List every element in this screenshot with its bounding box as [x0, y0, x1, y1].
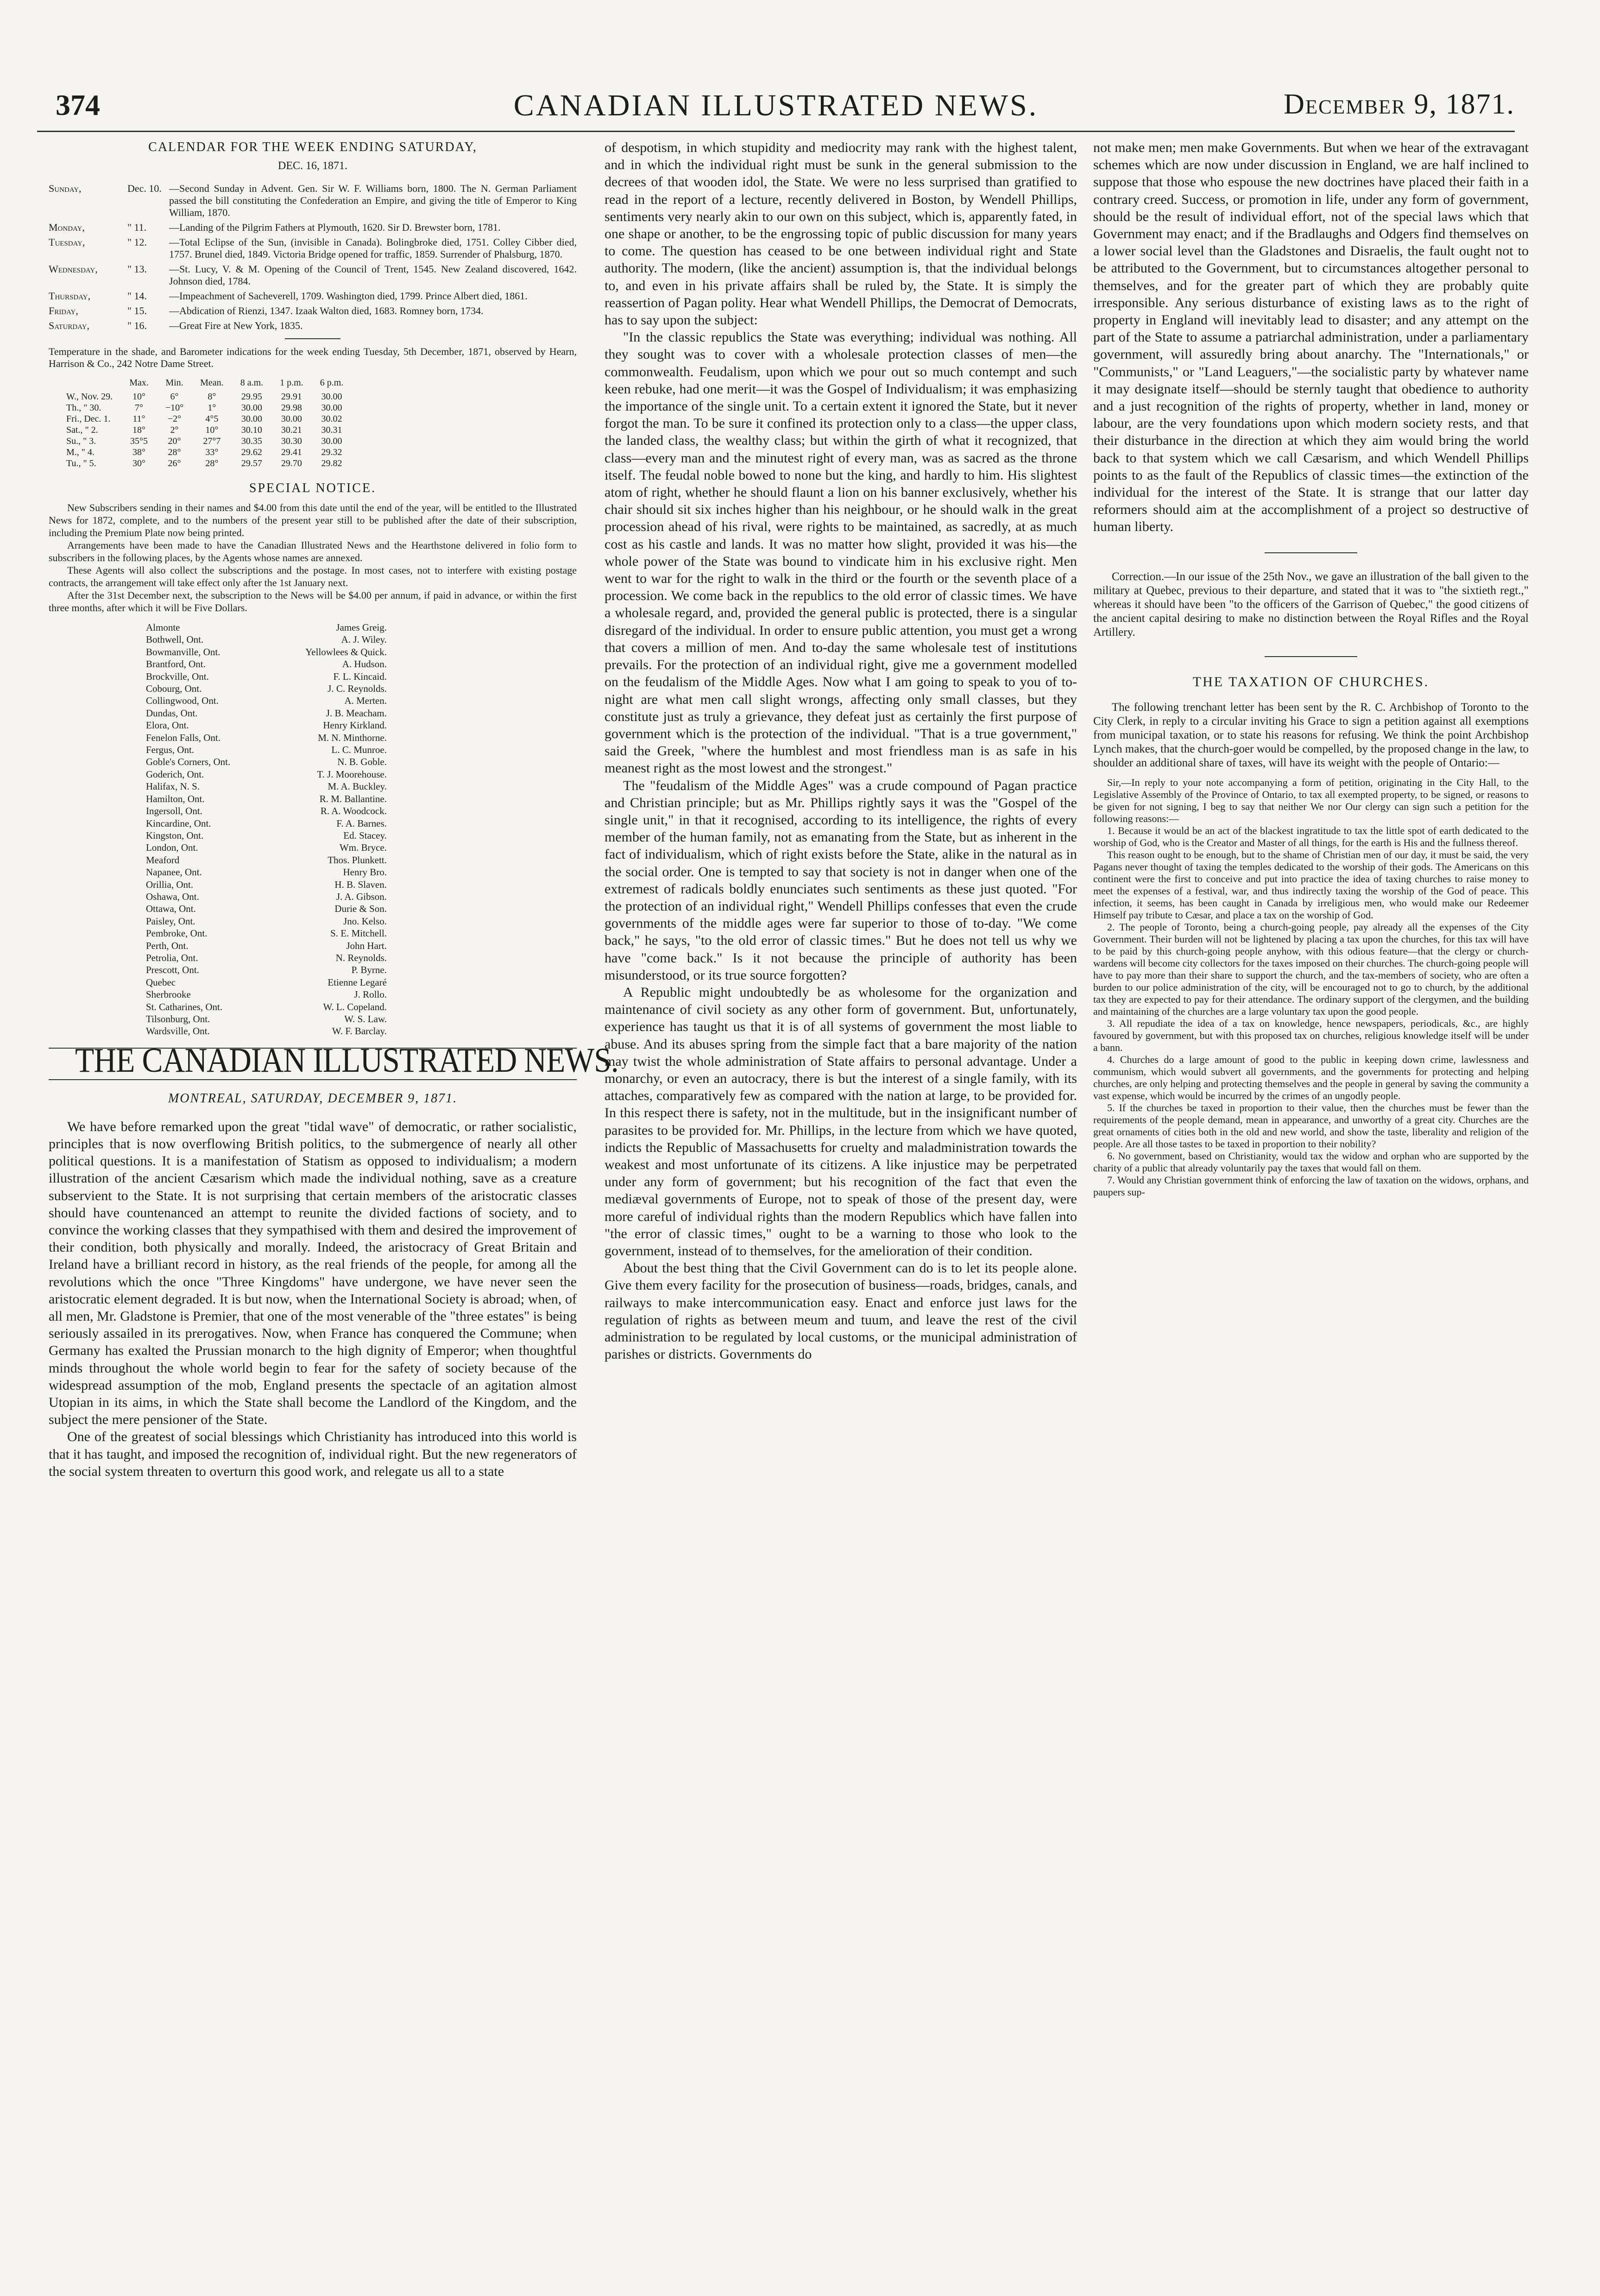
temperature-cell: 38°	[132, 447, 146, 457]
agent-name: H. B. Slaven.	[334, 879, 387, 890]
agent-name: M. N. Minthorne.	[318, 732, 387, 743]
calendar-title: CALENDAR FOR THE WEEK ENDING SATURDAY,	[148, 140, 477, 154]
temperature-cell: 4°5	[205, 414, 219, 424]
agent-town: Ingersoll, Ont.	[146, 805, 202, 817]
temperature-cell: 29.82	[321, 458, 342, 468]
calendar-date: Dec. 10.	[127, 183, 162, 194]
calendar-date: " 16.	[127, 320, 147, 331]
phillips-quote: "In the classic republics the State was everything; individual was nothing. All they sought was to cover with a wholesale protection classes of men—the commonwealth. Feudalism, upon which we pour out so much contempt and such keen rebuke, had one merit—it was the Gospel of Individualism; it was emphasizing the importance of the single unit. To a certain extent it ignored the State, but it never forgot the man. To be sure it confined its protection only to a class—the upper class, the landed class, the wealthy class; but within the girth of what it recognized, that class—every man and the minutest right of every man, was as sacred as the throne itself. The feudal noble bowed to none but the king, and hardly to him. His slightest atom of right, whether he should flaunt a lion on his banner exclusively, whether his chair should sit six inches higher than his neighbour, or he should walk in the great procession ahead of his rival, were rights to be maintained, as sacredly, at as much cost as his castle and lands. It was no matter how slight, provided it was his—the whole power of the State was bound to vindicate him in his exclusive right. Men went to war for the right to walk in the third or the fourth or the seventh place of a procession. We come back in the republics to the old error of classic times. We have a wholesale regard, and, provided the general public is protected, there is a singular disregard of the individual. In order to ensure public attention, you must get a wrong that covers a million of men. And to-day the same wholesale test of institutions prevails. For the protection of an individual right, give me a government modelled on the feudalism of the Middle Ages. Now what I am going to speak to you of to-night are what men call slight wrongs, affecting only small classes, but they constitute just as truly a grievance, they defeat just as certainly the first purpose of government which is the protection of the individual. "That is a true government," said the Greek, "where the humblest and most friendless man is as safe in his meanest right as the most lowest and the strongest."	[605, 329, 1077, 776]
temperature-header-cell: Max.	[129, 378, 149, 388]
temperature-cell: W., Nov. 29.	[66, 392, 113, 402]
temperature-cell: Sat., " 2.	[66, 425, 98, 435]
agent-name: W. L. Copeland.	[323, 1001, 387, 1012]
agent-row	[146, 988, 387, 1000]
agent-name: L. C. Munroe.	[331, 744, 387, 756]
temperature-cell: 20°	[168, 436, 181, 446]
calendar-day: Thursday,	[49, 290, 91, 302]
newspaper-title: CANADIAN ILLUSTRATED NEWS.	[513, 89, 1039, 122]
agent-row	[146, 780, 387, 792]
agent-row	[146, 793, 387, 805]
agent-row	[146, 695, 387, 707]
calendar-row	[49, 221, 577, 234]
editorial-paragraph: One of the greatest of social blessings which Christianity has introduced into this world is that it has taught, and imposed the recognition of, individual right. But the new regenerators of the social system threaten to overturn this good work, and relegate us all to a state	[49, 1429, 577, 1479]
notice-paragraph: These Agents will also collect the subscriptions and the postage. In most cases, not to interfere with existing postage contracts, the arrangement will take effect only after the 1st January next.	[49, 564, 577, 588]
temperature-cell: 29.91	[281, 392, 302, 402]
agent-town: Kincardine, Ont.	[146, 817, 211, 829]
agent-name: N. Reynolds.	[335, 952, 387, 963]
temperature-cell: 18°	[132, 425, 146, 435]
agent-row	[146, 1013, 387, 1025]
temperature-cell: 29.57	[241, 458, 262, 468]
letter-paragraph: 4. Churches do a large amount of good to the public in keeping down crime, lawlessness and communism, which would subvert all governments, and the governments for protecting and helping churches, are only helping and protecting themselves and the people in general by saving the community a vast expense, which would be incurred by the crimes of an ungodly people.	[1093, 1053, 1529, 1101]
agent-row	[146, 670, 387, 683]
agent-town: Ottawa, Ont.	[146, 903, 196, 915]
calendar-row	[49, 236, 577, 260]
agent-row	[146, 719, 387, 731]
agent-row	[146, 903, 387, 915]
agent-name: Yellowlees & Quick.	[305, 646, 387, 658]
agent-town: Collingwood, Ont.	[146, 695, 219, 707]
temperature-cell: 26°	[168, 458, 181, 468]
editorial-part-1	[49, 1118, 577, 1480]
agent-name: T. J. Moorehouse.	[317, 768, 387, 780]
agent-town: Sherbrooke	[146, 989, 191, 1000]
calendar-row	[49, 263, 577, 287]
masthead-title: THE CANADIAN ILLUSTRATED NEWS.	[75, 1041, 618, 1080]
agent-name: R. M. Ballantine.	[319, 793, 387, 804]
temperature-cell: 30.35	[241, 436, 262, 446]
temperature-row	[58, 436, 352, 447]
temperature-cell: 29.98	[281, 403, 302, 413]
agent-name: W. F. Barclay.	[332, 1025, 387, 1037]
agent-town: Paisley, Ont.	[146, 915, 195, 927]
letter-paragraph: 3. All repudiate the idea of a tax on knowledge, hence newspapers, periodicals, &c., are highly favoured by government, but with this proposed tax on churches, religious knowledge itself will be under a bann.	[1093, 1017, 1529, 1053]
agent-name: James Greig.	[336, 622, 387, 633]
agent-name: F. L. Kincaid.	[333, 670, 387, 682]
agents-list	[146, 621, 387, 1037]
agent-name: N. B. Goble.	[337, 756, 387, 768]
temperature-row	[58, 391, 352, 402]
calendar-event: —Abdication of Rienzi, 1347. Izaak Walton died, 1683. Romney born, 1734.	[169, 305, 484, 316]
temperature-cell: 30.30	[281, 436, 302, 446]
agent-name: J. B. Meacham.	[326, 707, 387, 719]
calendar-event: —Impeachment of Sacheverell, 1709. Washington died, 1799. Prince Albert died, 1861.	[169, 290, 528, 302]
special-notice-heading: SPECIAL NOTICE.	[249, 481, 377, 495]
agent-name: F. A. Barnes.	[336, 817, 387, 829]
temperature-cell: 29.32	[321, 447, 342, 457]
divider	[1265, 552, 1357, 553]
agent-row	[146, 927, 387, 939]
agent-town: Hamilton, Ont.	[146, 793, 205, 804]
agent-name: John Hart.	[346, 940, 387, 951]
agent-town: Kingston, Ont.	[146, 829, 204, 841]
agent-row	[146, 633, 387, 645]
temperature-cell: −10°	[165, 403, 184, 413]
agent-town: Elora, Ont.	[146, 720, 189, 731]
dateline: MONTREAL, SATURDAY, DECEMBER 9, 1871.	[168, 1091, 458, 1106]
temperature-cell: 10°	[132, 392, 146, 402]
temperature-cell: 30.10	[241, 425, 262, 435]
temperature-header-cell: Min.	[165, 378, 183, 388]
calendar-day: Friday,	[49, 305, 78, 316]
calendar-day: Wednesday,	[49, 263, 98, 275]
agent-name: W. S. Law.	[344, 1013, 387, 1025]
temperature-cell: 29.95	[241, 392, 262, 402]
agent-name: S. E. Mitchell.	[330, 928, 387, 939]
temperature-cell: 30.21	[281, 425, 302, 435]
temperature-row	[58, 458, 352, 469]
temperature-header-cell: 6 p.m.	[320, 378, 344, 388]
temperature-cell: 30.00	[321, 403, 342, 413]
agent-row	[146, 891, 387, 903]
agent-name: Henry Bro.	[343, 867, 387, 878]
agent-row	[146, 964, 387, 976]
temperature-cell: 30.31	[321, 425, 342, 435]
agent-name: Durie & Son.	[334, 903, 387, 915]
agent-row	[146, 805, 387, 817]
editorial-paragraph: of despotism, in which stupidity and mediocrity may rank with the highest talent, and in which the individual right must be sunk in the general submission to the decrees of that wooden idol, the State. We were no less surprised than gratified to read in the report of a lecture, recently delivered in Boston, by Wendell Phillips, sentiments very nearly akin to our own on this subject, which is, apparently fated, in one shape or another, to be the engrossing topic of public discussion for many years to come. The question has ceased to be one between individual right and State authority. The modern, (like the ancient) assumption is, that the individual belongs to, and even in his private affairs shall be ruled by, the State. It is simply the reassertion of Pagan polity. Hear what Wendell Phillips, the Democrat of Democrats, has to say upon the subject:	[605, 140, 1077, 328]
notice-paragraph: New Subscribers sending in their names and $4.00 from this date until the end of the year, will be entitled to the Illustrated News for 1872, complete, and to the numbers of the present year still to be published after the date of their subscription, including the Premium Plate now being printed.	[49, 502, 577, 538]
agent-name: R. A. Woodcock.	[320, 805, 387, 817]
agent-row	[146, 866, 387, 878]
agent-town: Petrolia, Ont.	[146, 952, 198, 963]
agent-name: J. C. Reynolds.	[328, 683, 387, 695]
calendar-day: Sunday,	[49, 183, 82, 194]
divider	[285, 338, 340, 339]
temperature-cell: 2°	[170, 425, 179, 435]
agent-town: Dundas, Ont.	[146, 707, 198, 719]
calendar-row	[49, 290, 577, 302]
taxation-heading: THE TAXATION OF CHURCHES.	[1192, 674, 1430, 689]
agent-row	[146, 756, 387, 768]
archbishop-letter	[1093, 777, 1529, 1198]
temperature-cell: 30.00	[281, 414, 302, 424]
temperature-cell: 10°	[205, 425, 219, 435]
page-header	[37, 88, 1515, 130]
temperature-header-cell: Mean.	[200, 378, 224, 388]
agent-row	[146, 1001, 387, 1013]
agent-town: Fenelon Falls, Ont.	[146, 732, 220, 743]
temperature-cell: 33°	[205, 447, 219, 457]
calendar-row	[49, 305, 577, 317]
agent-row	[146, 915, 387, 927]
temperature-cell: 11°	[132, 414, 145, 424]
calendar-row	[49, 320, 577, 332]
agent-town: Quebec	[146, 976, 176, 988]
temperature-cell: M., " 4.	[66, 447, 94, 457]
temperature-header-row	[58, 374, 352, 391]
letter-paragraph: 6. No government, based on Christianity, would tax the widow and orphan who are supported by the charity of a public that already voluntarily pay the taxes that would fall on them.	[1093, 1150, 1529, 1174]
calendar-event: —Second Sunday in Advent. Gen. Sir W. F. Williams born, 1800. The N. German Parliament passed the bill constituting the Confederation an Empire, and giving the title of Emperor to King William, 1870.	[169, 183, 577, 218]
letter-paragraph: This reason ought to be enough, but to the shame of Christian men of our day, it must be said, the very Pagans never thought of taxing the temples dedicated to the worship of their gods. The Americans on this continent were the first to conceive and put into practice the idea of taxing churches to raise money to meet the expenses of a festival, war, and thus indirectly taxing the worship of the God of peace. This infection, it seems, has been caught in Canada by irreligious men, who would make our Redeemer Himself pay tribute to Cæsar, and place a tax on the worship of God.	[1093, 848, 1529, 921]
editorial-paragraph: A Republic might undoubtedly be as wholesome for the organization and maintenance of civil society as any other form of government. But, unfortunately, experience has taught us that it is of all systems of government the most liable to abuse. And its abuses spring from the simple fact that a bare majority of the nation may twist the whole administration of State affairs to personal advantage. Under a monarchy, or even an autocracy, there is but the interest of a single family, with its attaches, comparatively few as compared with the nation at large, to be provided for. In this respect there is safety, not in the multitude, but in the insignificant number of parasites to be provided for. Mr. Phillips, in the lecture from which we have quoted, indicts the Republic of Massachusetts for cruelty and maladministration towards the weakest and most unfortunate of its citizens. A like injustice may be perpetrated under any form of government; but his recognition of the fact that even the mediæval governments of Europe, not to speak of those of the present day, were more careful of individual rights than the modern Republics which have fallen into "the error of classic times," ought to be a warning to those who look to the government, instead of to themselves, for the amelioration of their condition.	[605, 984, 1077, 1259]
temperature-header-cell: 1 p.m.	[280, 378, 303, 388]
calendar-day: Monday,	[49, 221, 85, 233]
agent-row	[146, 1025, 387, 1037]
letter-paragraph: Sir,—In reply to your note accompanying a form of petition, originating in the City Hall, to the Legislative Assembly of the Province of Ontario, to tax all exempted property, to be signed, or reasons to be given for not signing, I beg to say that neither We nor Our clergy can sign such a petition for the following reasons:—	[1093, 776, 1529, 824]
taxation-intro: The following trenchant letter has been sent by the R. C. Archbishop of Toronto to the City Clerk, in reply to a circular inviting his Grace to sign a petition against all exemptions from municipal taxation, or to state his reasons for refusing. We think the point Archbishop Lynch makes, that the church-goer would be compelled, by the proposed change in the law, to shoulder an additional share of taxes, will have its weight with the people of Ontario:—	[1093, 701, 1529, 769]
agent-row	[146, 707, 387, 719]
editorial-part-3	[1093, 139, 1529, 536]
calendar-row	[49, 183, 577, 219]
agent-town: Goderich, Ont.	[146, 768, 204, 780]
agent-name: M. A. Buckley.	[328, 781, 387, 792]
agent-town: Orillia, Ont.	[146, 879, 194, 890]
notice-paragraph: After the 31st December next, the subscription to the News will be $4.00 per annum, if paid in advance, or within the first three months, after which it will be Five Dollars.	[49, 589, 577, 614]
agent-row	[146, 683, 387, 695]
divider	[1265, 656, 1357, 657]
temperature-cell: −2°	[167, 414, 182, 424]
notice-paragraph: Arrangements have been made to have the Canadian Illustrated News and the Hearthstone delivered in folio form to subscribers in the following places, by the Agents whose names are annexed.	[49, 539, 577, 563]
calendar-day: Tuesday,	[49, 236, 85, 248]
agent-town: Goble's Corners, Ont.	[146, 756, 231, 768]
agent-town: Pembroke, Ont.	[146, 928, 208, 939]
agent-name: P. Byrne.	[351, 964, 387, 976]
calendar-date: " 14.	[127, 290, 147, 302]
temperature-cell: 28°	[168, 447, 181, 457]
temperature-row	[58, 424, 352, 436]
agent-row	[146, 817, 387, 829]
temperature-row	[58, 413, 352, 424]
column-1	[49, 139, 618, 1480]
special-notice-body	[49, 501, 577, 614]
agent-town: Oshawa, Ont.	[146, 891, 199, 902]
agent-name: A. Hudson.	[342, 658, 387, 670]
agent-row	[146, 854, 387, 866]
calendar-date: " 13.	[127, 263, 147, 275]
agent-row	[146, 940, 387, 952]
letter-paragraph: 5. If the churches be taxed in proportion to their value, then the churches must be fewer than the requirements of the people demand, mean in appearance, and unworthy of a great city. Churches are the great ornaments of cities both in the old and new world, and show the taste, liberality and religion of the people. Are all those tastes to be taxed in proportion to their nobility?	[1093, 1101, 1529, 1150]
agent-town: Bothwell, Ont.	[146, 634, 204, 645]
editorial-part-2	[605, 139, 1077, 1363]
letter-paragraph: 7. Would any Christian government think of enforcing the law of taxation on the widows, orphans, and paupers sup-	[1093, 1174, 1529, 1198]
temperature-cell: 29.41	[281, 447, 302, 457]
agent-name: J. A. Gibson.	[336, 891, 387, 902]
temperature-cell: 29.62	[241, 447, 262, 457]
agent-name: Wm. Bryce.	[339, 842, 387, 854]
temperature-cell: 1°	[208, 403, 216, 413]
agent-name: Jno. Kelso.	[343, 915, 387, 927]
agent-row	[146, 841, 387, 854]
temperature-row	[58, 402, 352, 413]
temperature-header-cell: 8 a.m.	[240, 378, 264, 388]
agent-town: Brantford, Ont.	[146, 658, 206, 670]
calendar-event: —St. Lucy, V. & M. Opening of the Council of Trent, 1545. New Zealand discovered, 1642. Johnson died, 1784.	[169, 263, 577, 287]
temperature-cell: Tu., " 5.	[66, 458, 96, 468]
temperature-cell: 30.00	[321, 436, 342, 446]
calendar-date: " 11.	[127, 221, 147, 233]
agent-row	[146, 658, 387, 670]
agent-town: Bowmanville, Ont.	[146, 646, 220, 658]
correction-notice: Correction.—In our issue of the 25th Nov., we gave an illustration of the ball given to the military at Quebec, previous to their departure, and stated that it was to "the sixtieth regt.," whereas it should have been "to the officers of the Garrison of Quebec," the good citizens of the ancient capital desiring to make no distinction between the Royal Rifles and the Royal Artillery.	[1093, 570, 1529, 639]
editorial-paragraph: The "feudalism of the Middle Ages" was a crude compound of Pagan practice and Christian principle; but as Mr. Phillips rightly says it was the "Gospel of the single unit," in that it recognised, according to its intelligence, the rights of every member of the human family, not as emanating from the State, but as inherent in the fact of individualism, which of right exists before the State, alike in the natural as in the social order. One is tempted to say that society is not in danger when one of the extremest of radicals boldly enunciates such sentiments as these just quoted. "For the protection of an individual right," Wendell Phillips confesses that even the crude governments of the middle ages were far superior to those of to-day. "We come back," he says, "to the old error of classic times." But he does not tell us why we have "come back." Is it not because the principle of authority has been misunderstood, or its true source forgotten?	[605, 778, 1077, 983]
agent-name: A. Merten.	[344, 695, 387, 707]
temperature-body	[58, 391, 352, 469]
temperature-cell: 8°	[208, 392, 216, 402]
agent-row	[146, 976, 387, 988]
agent-town: Meaford	[146, 854, 180, 866]
agent-town: Halifax, N. S.	[146, 781, 200, 792]
temperature-cell: 6°	[170, 392, 179, 402]
letter-paragraph: 1. Because it would be an act of the blackest ingratitude to tax the little spot of earth dedicated to the worship of God, who is the Creator and Master of all things, for the earth is His and the fullness thereof.	[1093, 824, 1529, 848]
agent-name: J. Rollo.	[354, 989, 387, 1000]
header-rule	[37, 131, 1515, 132]
agent-row	[146, 768, 387, 780]
issue-date: December 9, 1871.	[1284, 89, 1515, 120]
temperature-cell: Fri., Dec. 1.	[66, 414, 111, 424]
column-3	[1093, 139, 1529, 1198]
agent-row	[146, 621, 387, 633]
calendar-subtitle: DEC. 16, 1871.	[278, 160, 347, 172]
calendar-event: —Landing of the Pilgrim Fathers at Plymouth, 1620. Sir D. Brewster born, 1781.	[169, 221, 501, 233]
agent-name: Thos. Plunkett.	[328, 854, 387, 866]
calendar-event: —Total Eclipse of the Sun, (invisible in Canada). Bolingbroke died, 1751. Colley Cibber died, 1757. Brunel died, 1849. Victoria Bridge opened for traffic, 1859. Surrender of Phalsburg, 1870.	[169, 236, 577, 260]
agent-row	[146, 879, 387, 891]
agent-row	[146, 829, 387, 841]
editorial-paragraph: not make men; men make Governments. But when we hear of the extravagant schemes which are now under discussion in England, we are half inclined to suppose that those who espouse the new doctrines have placed their faith in a contrary creed. Success, or promotion in life, under any form of government, should be the result of individual effort, not of the special laws which that Government may enact; and if the Bradlaughs and Odgers find themselves on a lower social level than the Gladstones and Disraelis, the fault ought not to be attributed to the Government, but to circumstances altogether personal to themselves, and for the greater part of which they are probably quite irresponsible. Any serious disturbance of existing laws as to the right of property in England will inevitably lead to disaster; and any attempt on the part of the State to assume a patriarchal administration, under a parliamentary government, will assuredly bring about anarchy. The "Internationals," or "Communists," or "Land Leaguers,"—the socialistic party by whatever name it may designate itself—should be sternly taught that obedience to authority and a just recognition of the rights of property, whether in land, money or labour, are the very foundations upon which modern society rests, and that their disturbance in the direction at which they aim would bring the world back to that system which we call Cæsarism, and which Wendell Phillips points to as the fault of the Republics of classic times—the extinction of the individual for the interest of the State. It is strange that our latter day reformers should aim at the accomplishment of a project so destructive of human liberty.	[1093, 140, 1529, 535]
agent-row	[146, 646, 387, 658]
agent-town: Tilsonburg, Ont.	[146, 1013, 210, 1025]
agent-town: Prescott, Ont.	[146, 964, 199, 976]
temperature-cell: 35°5	[130, 436, 148, 446]
agent-town: Wardsville, Ont.	[146, 1025, 210, 1037]
temperature-row	[58, 447, 352, 458]
temperature-cell: 28°	[205, 458, 219, 468]
letter-paragraph: 2. The people of Toronto, being a church-going people, pay already all the expenses of the City Government. Their burden will not be lightened by placing a tax upon the churches, for this tax will have to be paid by this church-going people anyhow, with this odious feature—that the clergy or church-wardens will become city collectors for the taxes imposed on their churches. The church-going people will have to pay more than their share to support the church, and the tax-members of society, who are often a burden to our police administration of the city, will be encouraged not to go to church, by the additional tax they are expected to pay for their attendance. The ordinary support of the clergymen, and the building and maintaining of the churches are a large voluntary tax upon the good people.	[1093, 921, 1529, 1017]
agent-town: Napanee, Ont.	[146, 867, 202, 878]
editorial-paragraph: About the best thing that the Civil Government can do is to let its people alone. Give them every facility for the prosecution of business—roads, bridges, canals, and railways to make intercommunication easy. Enact and enforce just laws for the regulation of rights as between meum and tuum, and leave the rest of the civil administration to be regulated by local customs, or the municipal administration of parishes or districts. Governments do	[605, 1260, 1077, 1362]
calendar-event: —Great Fire at New York, 1835.	[169, 320, 303, 331]
temperature-table	[58, 374, 352, 469]
agent-row	[146, 952, 387, 964]
agent-name: Etienne Legaré	[328, 976, 387, 988]
temperature-cell: 29.70	[281, 458, 302, 468]
agent-row	[146, 744, 387, 756]
editorial-paragraph: We have before remarked upon the great "tidal wave" of democratic, or rather socialistic, principles that is now overflowing British politics, to the submergence of nearly all other political questions. It is a manifestation of Statism as opposed to individualism; a modern illustration of the ancient Cæsarism which made the individual nothing, save as a creature subservient to the State. It is not surprising that certain members of the aristocratic classes should have countenanced an attempt to reunite the divided factions of society, and to convince the working classes that they sympathised with them and desired the improvement of their condition, both physically and morally. Indeed, the aristocracy of Great Britain and Ireland have a brilliant record in history, as the real friends of the people, for among all the revolutions which the once "Three Kingdoms" have undergone, we have never seen the aristocratic element degraded. It is but now, when the International Society is abroad; when, of all men, Mr. Gladstone is Premier, that one of the most venerable of the "three estates" is being seriously assailed in its prerogatives. Now, when France has conquered the Commune; when Germany has exalted the Prussian monarch to the high dignity of Emperor; when thoughtful minds throughout the whole world begin to fear for the safety of society because of the widespread assumption of the mob, England presents the spectacle of an agitation almost Utopian in its aims, in which the State shall become the Landlord of the Kingdom, and the subject the mere pensioner of the State.	[49, 1119, 577, 1428]
page-number: 374	[56, 89, 100, 121]
calendar-date: " 15.	[127, 305, 147, 316]
agent-town: London, Ont.	[146, 842, 198, 854]
temperature-cell: 30.00	[241, 403, 262, 413]
agent-town: Cobourg, Ont.	[146, 683, 202, 695]
agent-row	[146, 732, 387, 744]
temperature-intro: Temperature in the shade, and Barometer indications for the week ending Tuesday, 5th December, 1871, observed by Hearn, Harrison & Co., 242 Notre Dame Street.	[49, 346, 577, 369]
temperature-cell: 30.00	[321, 392, 342, 402]
temperature-cell: 30.00	[241, 414, 262, 424]
temperature-cell: Th., " 30.	[66, 403, 101, 413]
calendar-list	[49, 183, 577, 332]
agent-name: A. J. Wiley.	[341, 634, 387, 645]
agent-town: Fergus, Ont.	[146, 744, 195, 756]
calendar-date: " 12.	[127, 236, 147, 248]
temperature-header-cell	[58, 374, 121, 391]
agent-town: Almonte	[146, 622, 180, 633]
agent-town: Brockville, Ont.	[146, 670, 209, 682]
agent-town: St. Catharines, Ont.	[146, 1001, 223, 1012]
temperature-cell: 30.02	[321, 414, 342, 424]
agent-name: Henry Kirkland.	[323, 720, 387, 731]
agent-town: Perth, Ont.	[146, 940, 189, 951]
temperature-cell: 7°	[135, 403, 144, 413]
temperature-cell: 27°7	[203, 436, 221, 446]
temperature-cell: Su., " 3.	[66, 436, 96, 446]
calendar-day: Saturday,	[49, 320, 90, 331]
agent-name: Ed. Stacey.	[343, 829, 387, 841]
temperature-cell: 30°	[132, 458, 146, 468]
column-2	[605, 139, 1077, 1363]
